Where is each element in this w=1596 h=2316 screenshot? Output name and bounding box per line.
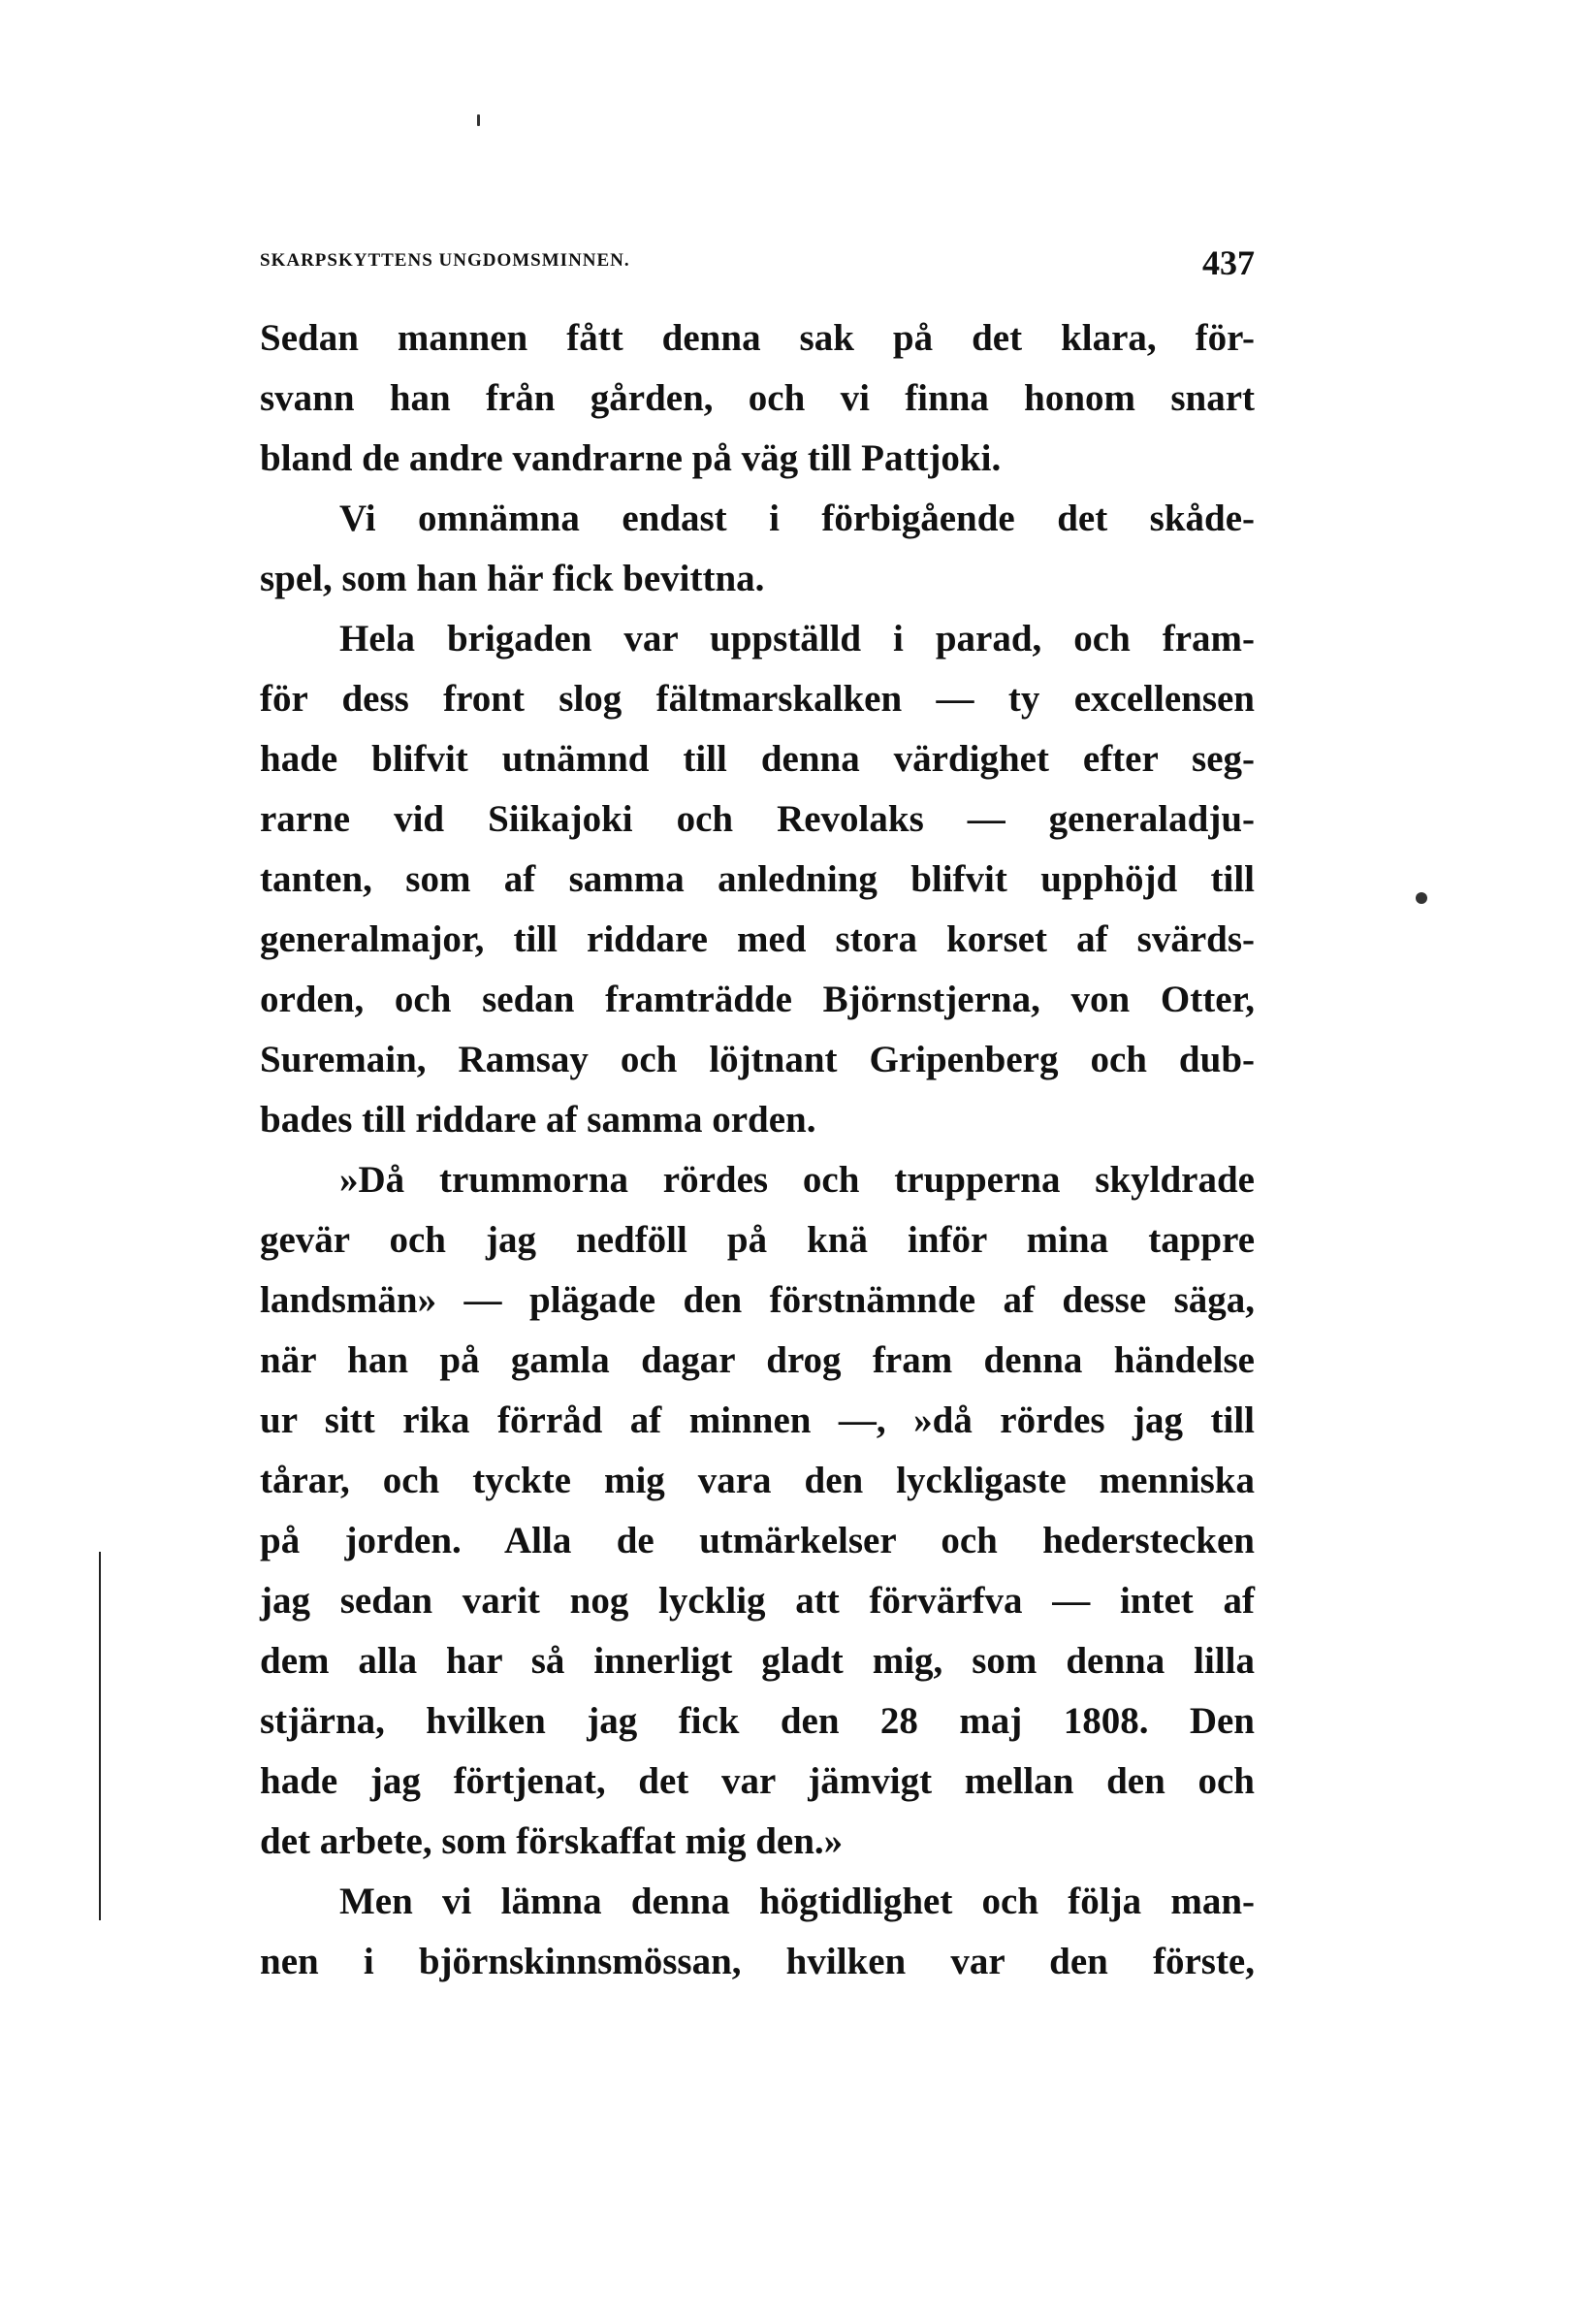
text-line: rarne vid Siikajoki och Revolaks — generaladju-	[260, 798, 1255, 840]
text-line: hade jag förtjenat, det var jämvigt mellan den och	[260, 1760, 1255, 1802]
text-line: jag sedan varit nog lycklig att förvärfva — intet af	[260, 1580, 1255, 1622]
text-line: Hela brigaden var uppställd i parad, och fram-	[339, 618, 1255, 659]
text-line: dem alla har så innerligt gladt mig, som denna lilla	[260, 1640, 1255, 1682]
running-title: SKARPSKYTTENS UNGDOMSMINNEN.	[260, 250, 630, 271]
text-line: det arbete, som förskaffat mig den.»	[260, 1820, 844, 1862]
text-line: generalmajor, till riddare med stora korset af svärds-	[260, 918, 1255, 960]
text-line: svann han från gården, och vi finna honom snart	[260, 377, 1255, 419]
margin-scan-mark	[99, 1552, 101, 1920]
text-line: »Då trummorna rördes och trupperna skyldrade	[339, 1159, 1255, 1201]
running-head	[260, 242, 1255, 281]
text-line: Suremain, Ramsay och löjtnant Gripenberg och dub-	[260, 1039, 1255, 1080]
text-line: för dess front slog fältmarskalken — ty excellensen	[260, 678, 1255, 720]
text-line: tanten, som af samma anledning blifvit upphöjd till	[260, 858, 1255, 900]
text-line: bland de andre vandrarne på väg till Pattjoki.	[260, 437, 1002, 479]
text-line: på jorden. Alla de utmärkelser och hederstecken	[260, 1520, 1255, 1561]
text-line: när han på gamla dagar drog fram denna händelse	[260, 1339, 1255, 1381]
text-line: Sedan mannen fått denna sak på det klara, för-	[260, 317, 1255, 359]
text-line: tårar, och tyckte mig vara den lyckligaste menniska	[260, 1460, 1255, 1501]
text-line: spel, som han här fick bevittna.	[260, 558, 765, 599]
text-line: landsmän» — plägade den förstnämnde af desse säga,	[260, 1279, 1255, 1321]
page-number: 437	[1202, 243, 1255, 282]
body-text	[260, 308, 1255, 1992]
text-line: Vi omnämna endast i förbigående det skåde-	[339, 498, 1255, 539]
text-line: stjärna, hvilken jag fick den 28 maj 1808. Den	[260, 1700, 1255, 1742]
text-line: Men vi lämna denna högtidlighet och följa man-	[339, 1881, 1255, 1922]
ink-speck	[1416, 892, 1427, 904]
text-line: gevär och jag nedföll på knä inför mina tappre	[260, 1219, 1255, 1261]
ink-speck	[477, 114, 480, 126]
text-line: bades till riddare af samma orden.	[260, 1099, 816, 1141]
text-line: nen i björnskinnsmössan, hvilken var den förste,	[260, 1941, 1255, 1982]
text-line: hade blifvit utnämnd till denna värdighet efter seg-	[260, 738, 1255, 780]
text-line: ur sitt rika förråd af minnen —, »då rördes jag till	[260, 1399, 1255, 1441]
text-line: orden, och sedan framträdde Björnstjerna, von Otter,	[260, 979, 1255, 1020]
